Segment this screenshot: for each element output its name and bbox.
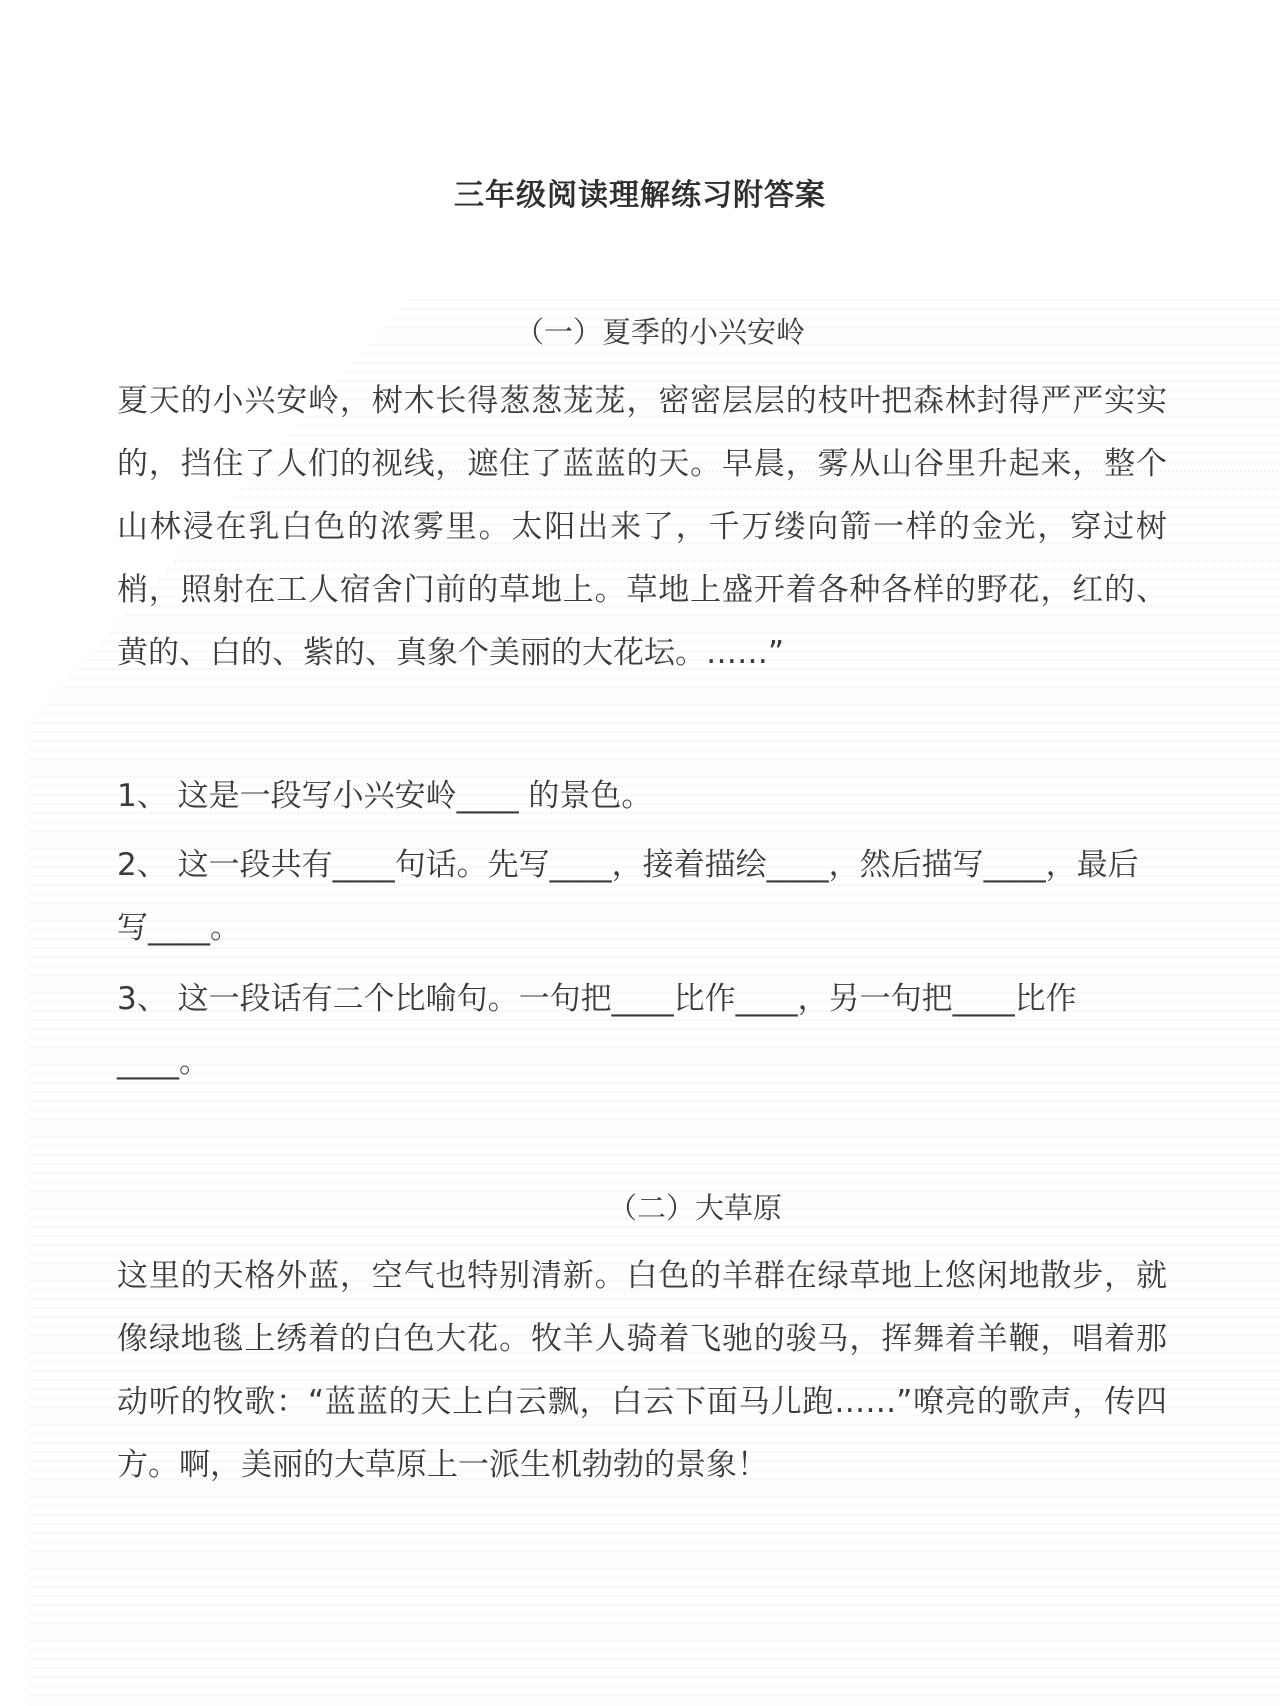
- section-2-passage: 这里的天格外蓝，空气也特别清新。白色的羊群在绿草地上悠闲地散步，就像绿地毯上绣着的白色大花。牧羊人骑着飞驰的骏马，挥舞着羊鞭，唱着那动听的牧歌：“蓝蓝的天上白云飘，白云下面马儿跑……”嘹亮的歌声，传四方。啊，美丽的大草原上一派生机勃勃的景象！: [117, 1258, 1167, 1483]
- section-2-heading: （二）大草原: [607, 1191, 782, 1225]
- section-1-heading: （一）夏季的小兴安岭: [514, 315, 805, 349]
- question-2: 2、 这一段共有____句话。先写____，接着描绘____，然后描写____，最后写____。: [117, 847, 1139, 946]
- question-1: 1、 这是一段写小兴安岭____ 的景色。: [117, 778, 653, 814]
- document-title: 三年级阅读理解练习附答案: [454, 178, 826, 213]
- section-1-passage: 夏天的小兴安岭，树木长得葱葱茏茏，密密层层的枝叶把森林封得严严实实的，挡住了人们的视线，遮住了蓝蓝的天。早晨，雾从山谷里升起来，整个山林浸在乳白色的浓雾里。太阳出来了，千万缕向箭一样的金光，穿过树梢，照射在工人宿舍门前的草地上。草地上盛开着各种各样的野花，红的、黄的、白的、紫的、真象个美丽的大花坛。……”: [117, 383, 1167, 671]
- question-3: 3、 这一段话有二个比喻句。一句把____比作____，另一句把____比作____。: [117, 981, 1077, 1080]
